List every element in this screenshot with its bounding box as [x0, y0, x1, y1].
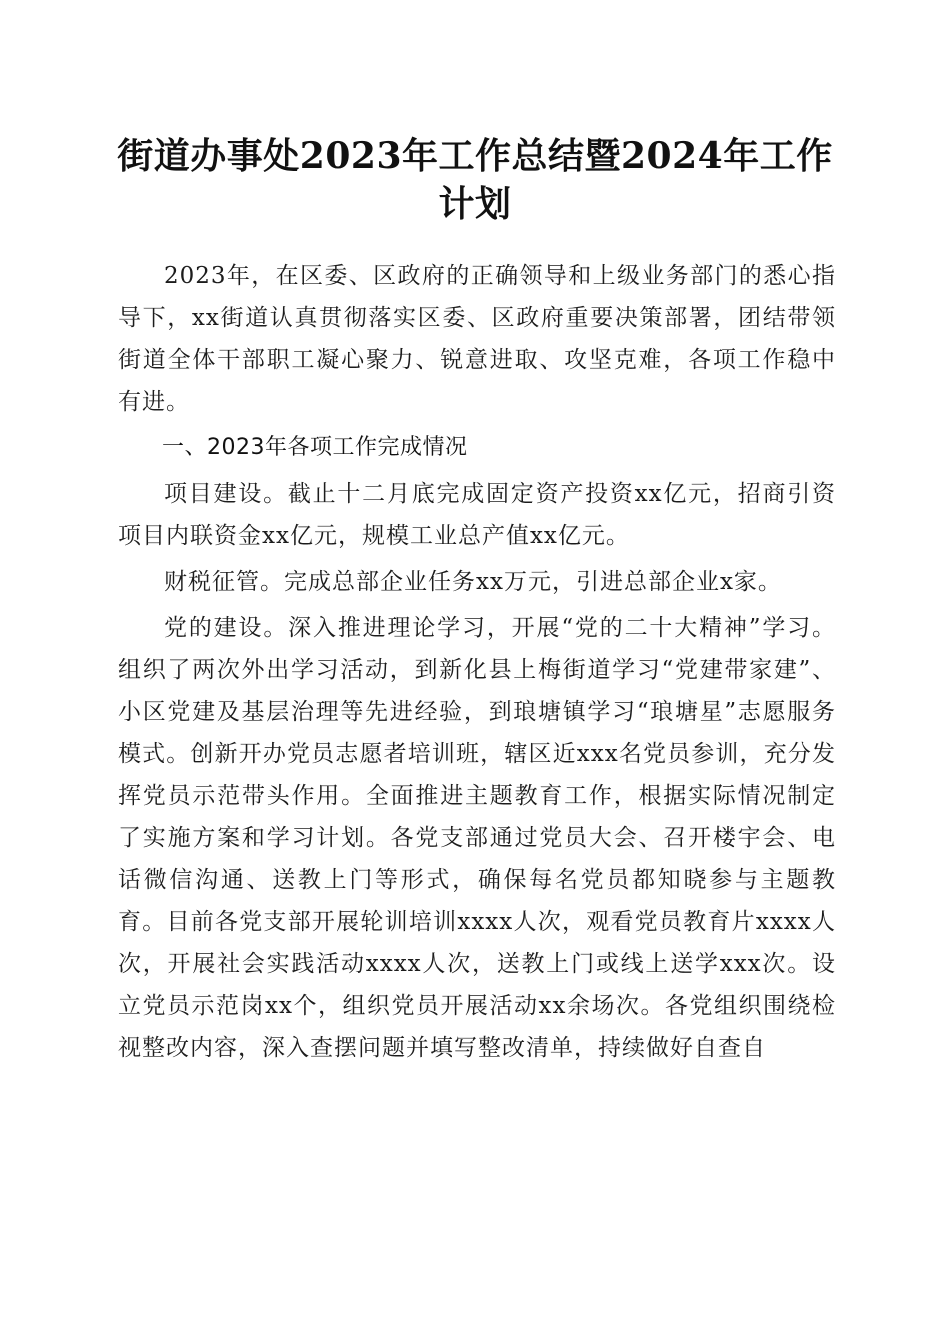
- paragraph-project-construction: 项目建设。截止十二月底完成固定资产投资xx亿元，招商引资项目内联资金xx亿元，规模工业总产值xx亿元。: [118, 481, 836, 549]
- paragraph-tax-management: 财税征管。完成总部企业任务xx万元，引进总部企业x家。: [164, 569, 782, 595]
- document-title: 街道办事处2023年工作总结暨2024年工作计划: [117, 135, 833, 225]
- intro-paragraph: 2023年，在区委、区政府的正确领导和上级业务部门的悉心指导下，xx街道认真贯彻落实区委、区政府重要决策部署，团结带领街道全体干部职工凝心聚力、锐意进取、攻坚克难，各项工作稳中有进。: [118, 263, 836, 415]
- section-heading: 一、2023年各项工作完成情况: [162, 435, 468, 460]
- paragraph-party-building: 党的建设。深入推进理论学习，开展“党的二十大精神”学习。组织了两次外出学习活动，到新化县上梅街道学习“党建带家建”、小区党建及基层治理等先进经验，到琅塘镇学习“琅塘星”志愿服务模式。创新开办党员志愿者培训班，辖区近xxx名党员参训，充分发挥党员示范带头作用。全面推进主题教育工作，根据实际情况制定了实施方案和学习计划。各党支部通过党员大会、召开楼宇会、电话微信沟通、送教上门等形式，确保每名党员都知晓参与主题教育。目前各党支部开展轮训培训xxxx人次，观看党员教育片xxxx人次，开展社会实践活动xxxx人次，送教上门或线上送学xxx次。设立党员示范岗xx个，组织党员开展活动xx余场次。各党组织围绕检视整改内容，深入查摆问题并填写整改清单，持续做好自查自: [118, 615, 836, 1061]
- document-body: [118, 255, 836, 1073]
